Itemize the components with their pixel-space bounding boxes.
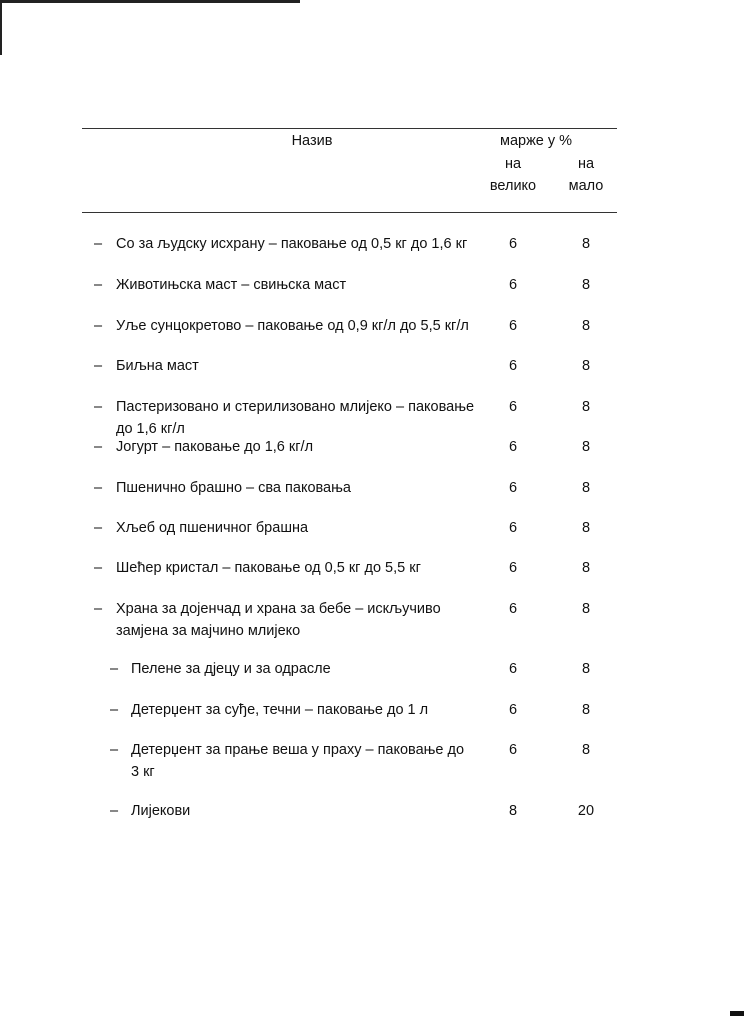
retail-margin-value: 8	[581, 277, 591, 293]
table-header-rule	[82, 212, 617, 213]
bullet-dash: –	[110, 702, 119, 718]
bullet-dash: –	[94, 277, 103, 293]
bullet-dash: –	[94, 560, 103, 576]
item-name: Уље сунцокретово – паковање од 0,9 кг/л до 5,5 кг/л	[116, 318, 469, 334]
retail-margin-value: 8	[581, 560, 591, 576]
item-name: Биљна маст	[116, 358, 199, 374]
bullet-dash: –	[94, 601, 103, 617]
wholesale-margin-value: 6	[508, 358, 518, 374]
table-top-rule	[82, 128, 617, 129]
retail-margin-value: 8	[581, 601, 591, 617]
item-name: Пелене за дјецу и за одрасле	[131, 661, 331, 677]
retail-margin-value: 8	[581, 236, 591, 252]
wholesale-margin-value: 6	[508, 399, 518, 415]
column-header-margins: марже у %	[499, 133, 573, 149]
retail-margin-value: 8	[581, 358, 591, 374]
retail-margin-value: 8	[581, 439, 591, 455]
retail-margin-value: 8	[581, 702, 591, 718]
wholesale-label-line2: велико	[489, 178, 537, 194]
item-name: Пастеризовано и стерилизовано млијеко – паковање до 1,6 кг/л	[116, 399, 475, 437]
wholesale-margin-value: 6	[508, 742, 518, 758]
bullet-dash: –	[94, 520, 103, 536]
wholesale-margin-value: 8	[508, 803, 518, 819]
wholesale-margin-value: 6	[508, 439, 518, 455]
bullet-dash: –	[110, 742, 119, 758]
bullet-dash: –	[110, 661, 119, 677]
item-name: Лијекови	[131, 803, 191, 819]
wholesale-margin-value: 6	[508, 277, 518, 293]
wholesale-margin-value: 6	[508, 661, 518, 677]
retail-label-line1: на	[577, 156, 595, 172]
wholesale-margin-value: 6	[508, 480, 518, 496]
column-header-name: Назив	[291, 133, 333, 149]
item-name: Детерџент за суђе, течни – паковање до 1 л	[131, 702, 429, 718]
bullet-dash: –	[94, 318, 103, 334]
wholesale-margin-value: 6	[508, 236, 518, 252]
bullet-dash: –	[94, 358, 103, 374]
bullet-dash: –	[94, 480, 103, 496]
item-name: Јогурт – паковање до 1,6 кг/л	[116, 439, 314, 455]
retail-margin-value: 8	[581, 520, 591, 536]
retail-margin-value: 8	[581, 399, 591, 415]
scan-edge-left	[0, 0, 2, 55]
item-name: Со за људску исхрану – паковање од 0,5 кг до 1,6 кг	[116, 236, 468, 252]
item-name: Детерџент за прање веша у праху – паковање до 3 кг	[131, 742, 465, 780]
item-name: Пшенично брашно – сва паковања	[116, 480, 351, 496]
bullet-dash: –	[94, 399, 103, 415]
bullet-dash: –	[94, 439, 103, 455]
item-name: Животињска маст – свињска маст	[116, 277, 347, 293]
retail-margin-value: 20	[577, 803, 595, 819]
scan-mark	[730, 1011, 744, 1016]
wholesale-margin-value: 6	[508, 560, 518, 576]
bullet-dash: –	[94, 236, 103, 252]
retail-margin-value: 8	[581, 318, 591, 334]
item-name: Храна за дојенчад и храна за бебе – искључиво замјена за мајчино млијеко	[116, 601, 441, 639]
wholesale-margin-value: 6	[508, 318, 518, 334]
column-header-wholesale	[470, 153, 556, 197]
scan-edge-top	[0, 0, 300, 3]
column-header-retail	[555, 153, 617, 197]
bullet-dash: –	[110, 803, 119, 819]
retail-margin-value: 8	[581, 661, 591, 677]
wholesale-margin-value: 6	[508, 520, 518, 536]
wholesale-margin-value: 6	[508, 702, 518, 718]
wholesale-label-line1: на	[504, 156, 522, 172]
retail-label-line2: мало	[568, 178, 604, 194]
wholesale-margin-value: 6	[508, 601, 518, 617]
retail-margin-value: 8	[581, 742, 591, 758]
retail-margin-value: 8	[581, 480, 591, 496]
item-name: Хљеб од пшеничног брашна	[116, 520, 309, 536]
item-name: Шећер кристал – паковање од 0,5 кг до 5,5 кг	[116, 560, 421, 576]
